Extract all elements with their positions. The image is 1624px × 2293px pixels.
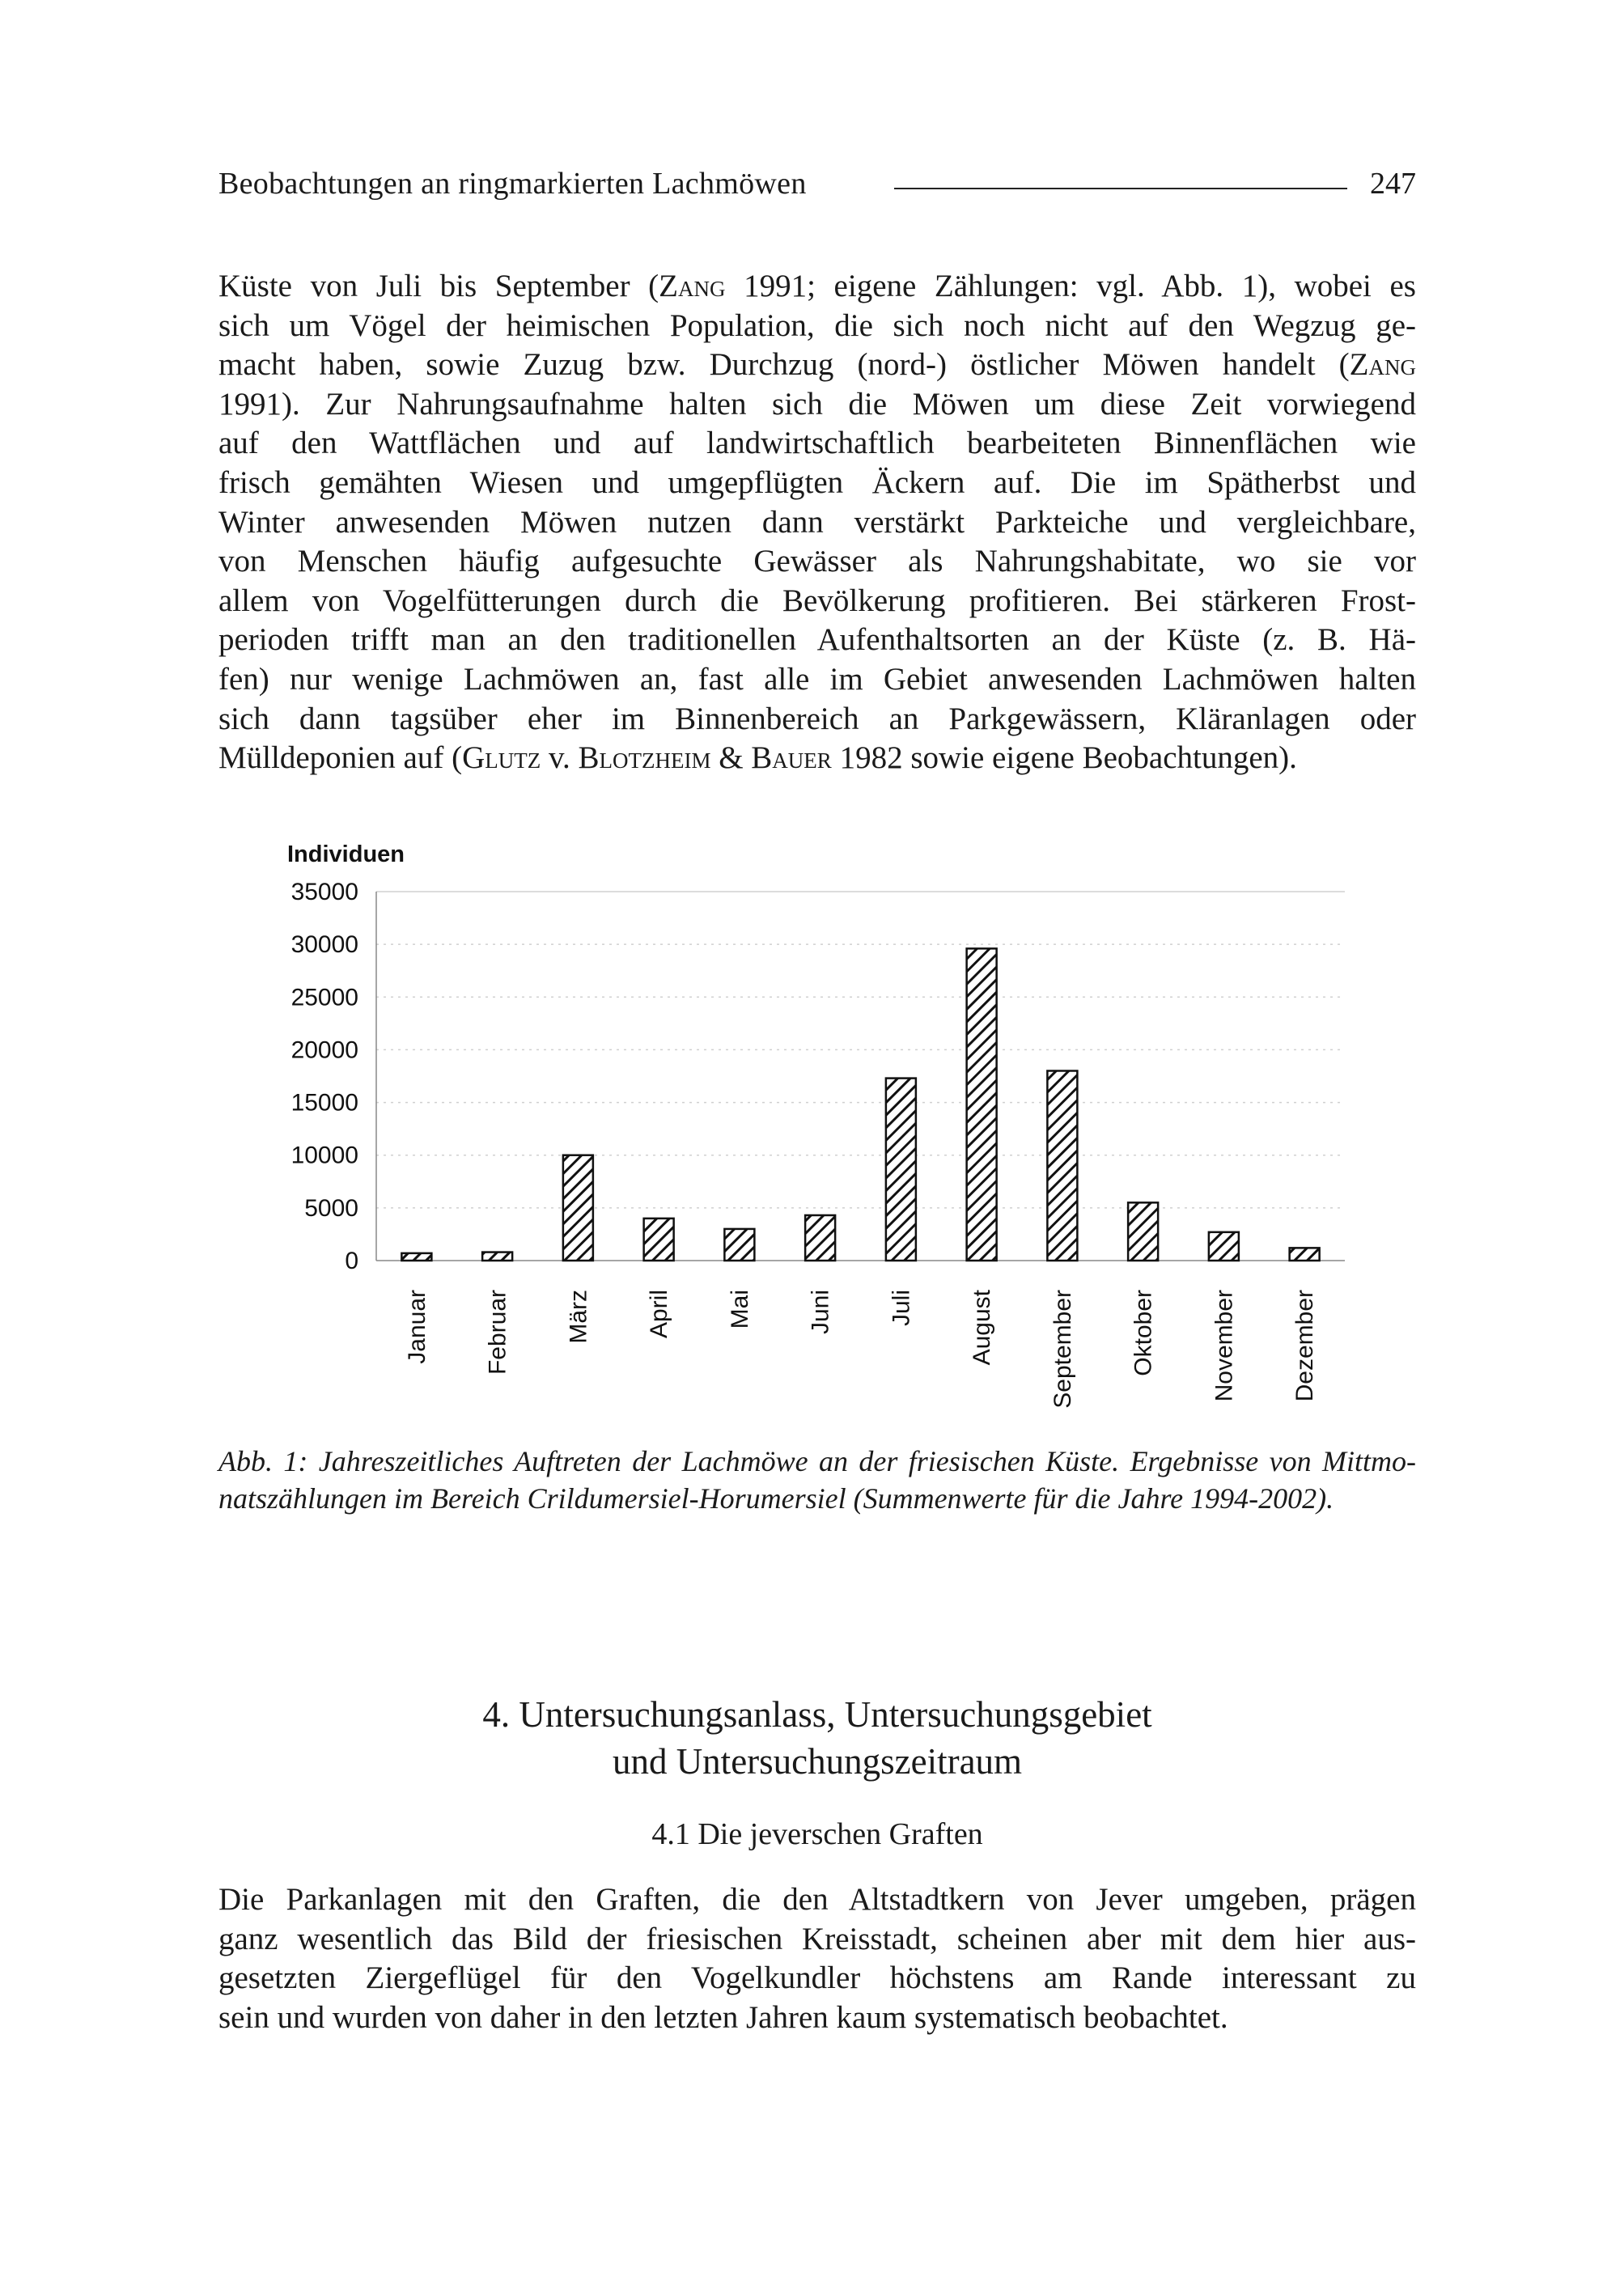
paragraph-1-line: macht haben, sowie Zuzug bzw. Durchzug (nord-) östlicher Möwen handelt (Zang: [218, 347, 1416, 383]
author-name: Glutz: [462, 740, 541, 776]
bar-märz: [563, 1155, 593, 1261]
x-tick-label: Juli: [888, 1290, 915, 1327]
paragraph-1-line: frisch gemähten Wiesen und umgepflügten Äckern auf. Die im Spätherbst und: [218, 464, 1416, 500]
x-tick-label: September: [1049, 1290, 1076, 1409]
paragraph-1-line: Mülldeponien auf (Glutz v. Blotzheim & Bauer 1982 sowie eigene Beobachtungen).: [218, 740, 1297, 776]
paragraph-2-line: sein und wurden von daher in den letzten Jahren kaum systematisch beobachtet.: [218, 1999, 1228, 2035]
bar-september: [1047, 1070, 1077, 1261]
bar-november: [1209, 1232, 1239, 1261]
x-tick-label: April: [646, 1290, 673, 1339]
author-name: Zang: [1349, 347, 1416, 383]
page-header: [218, 166, 1416, 206]
subsection-heading: 4.1 Die jeverschen Graften: [651, 1817, 983, 1851]
section-heading: [218, 1691, 1416, 1785]
paragraph-1-line: sich um Vögel der heimischen Population, die sich noch nicht auf den Wegzug ge-: [218, 307, 1416, 343]
x-tick-label: Februar: [484, 1290, 511, 1375]
y-tick-label: 30000: [290, 931, 358, 959]
bar-august: [967, 948, 997, 1261]
y-tick-label: 20000: [290, 1036, 358, 1064]
x-tick-label: Mai: [726, 1290, 753, 1329]
x-tick-label: März: [565, 1290, 592, 1344]
paragraph-1-line: sich dann tagsüber eher im Binnenbereich an Parkgewässern, Kläranlagen oder: [218, 701, 1416, 736]
body-paragraph-1: [218, 267, 1416, 778]
x-tick-label: Januar: [403, 1290, 430, 1364]
y-tick-label: 15000: [290, 1089, 358, 1117]
paragraph-1-line: perioden trifft man an den traditionellen Aufenthaltsorten an der Küste (z. B. Hä-: [218, 622, 1416, 658]
author-name: Bauer: [751, 740, 832, 776]
paragraph-1-line: 1991). Zur Nahrungsaufnahme halten sich die Möwen um diese Zeit vorwiegend: [218, 386, 1416, 422]
x-tick-label: Dezember: [1291, 1290, 1319, 1402]
running-title: Beobachtungen an ringmarkierten Lachmöwen: [218, 167, 807, 201]
y-tick-label: 35000: [290, 879, 358, 905]
caption-line: Abb. 1: Jahreszeitliches Auftreten der Lachmöwe an der friesischen Küste. Ergebnisse von Mittmo-: [218, 1445, 1416, 1477]
bar-chart: [243, 825, 1376, 1440]
x-tick-label: Juni: [807, 1290, 834, 1335]
y-axis-label: Individuen: [287, 841, 405, 867]
bar-mai: [724, 1229, 754, 1261]
paragraph-1-line: Küste von Juli bis September (Zang 1991; eigene Zählungen: vgl. Abb. 1), wobei es: [218, 269, 1416, 303]
section-heading-line-2: und Untersuchungszeitraum: [612, 1741, 1023, 1782]
y-tick-label: 25000: [290, 984, 358, 1011]
paragraph-1-line: auf den Wattflächen und auf landwirtschaftlich bearbeiteten Binnenflächen wie: [218, 426, 1416, 461]
paragraph-1-line: fen) nur wenige Lachmöwen an, fast alle im Gebiet anwesenden Lachmöwen halten: [218, 661, 1416, 697]
caption-line: natszählungen im Bereich Crildumersiel-Horumersiel (Summenwerte für die Jahre 1994-2002).: [218, 1482, 1334, 1515]
y-tick-label: 5000: [304, 1194, 358, 1222]
paragraph-2-line: Die Parkanlagen mit den Graften, die den Altstadtkern von Jever umgeben, prägen: [218, 1882, 1416, 1917]
paragraph-2-line: gesetzten Ziergeflügel für den Vogelkundler höchstens am Rande interessant zu: [218, 1960, 1416, 1996]
y-tick-label: 10000: [290, 1142, 358, 1169]
bar-januar: [401, 1253, 431, 1261]
bar-oktober: [1128, 1202, 1158, 1261]
paragraph-1-line: von Menschen häufig aufgesuchte Gewässer als Nahrungshabitate, wo sie vor: [218, 544, 1416, 579]
author-name: Blotzheim: [578, 740, 711, 776]
author-name: Zang: [659, 269, 726, 303]
header-rule: [894, 188, 1347, 189]
y-tick-label: 0: [345, 1248, 358, 1274]
bar-april: [644, 1219, 674, 1261]
bar-dezember: [1290, 1248, 1320, 1261]
paragraph-2-line: ganz wesentlich das Bild der friesischen Kreisstadt, scheinen aber mit dem hier aus-: [218, 1921, 1416, 1956]
paragraph-1-line: Winter anwesenden Möwen nutzen dann verstärkt Parkteiche und vergleichbare,: [218, 504, 1416, 540]
x-tick-label: November: [1211, 1290, 1238, 1402]
bar-juni: [805, 1215, 835, 1261]
bar-februar: [482, 1252, 512, 1261]
body-paragraph-2: [218, 1880, 1416, 2037]
section-heading-line-1: 4. Untersuchungsanlass, Untersuchungsgebiet: [482, 1694, 1152, 1735]
x-tick-label: Oktober: [1130, 1290, 1157, 1376]
paragraph-1-line: allem von Vogelfütterungen durch die Bevölkerung profitieren. Bei stärkeren Frost-: [218, 583, 1416, 618]
bar-juli: [886, 1079, 916, 1261]
page-number: 247: [1370, 167, 1416, 201]
figure-1: [243, 825, 1376, 1440]
x-tick-label: August: [969, 1290, 996, 1366]
figure-caption: [218, 1443, 1416, 1517]
